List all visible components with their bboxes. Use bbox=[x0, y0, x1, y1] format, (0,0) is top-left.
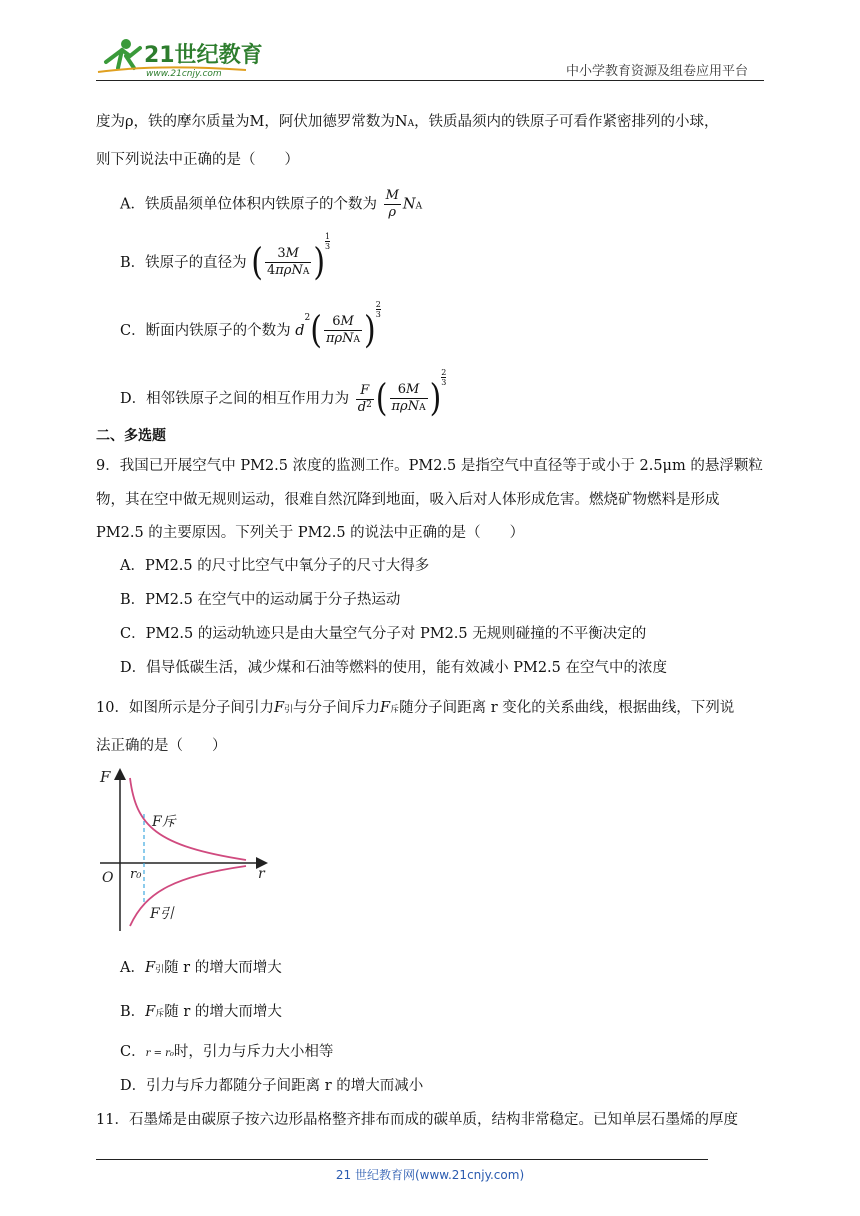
force-distance-graph bbox=[96, 766, 276, 936]
q9-option-d[interactable]: D．倡导低碳生活，减少煤和石油等燃料的使用，能有效减小 PM2.5 在空气中的浓度 bbox=[120, 660, 668, 676]
q8-line-1: 度为ρ，铁的摩尔质量为M，阿伏加德罗常数为NA，铁质晶须内的铁原子可看作紧密排列的小球， bbox=[96, 114, 719, 130]
repulsion-curve bbox=[130, 778, 246, 860]
site-logo bbox=[96, 34, 266, 80]
svg-text:www.21cnjy.com: www.21cnjy.com bbox=[146, 69, 222, 79]
platform-name: 中小学教育资源及组卷应用平台 bbox=[566, 64, 749, 79]
attraction-curve bbox=[130, 866, 246, 926]
section-heading-multi-choice: 二、多选题 bbox=[96, 428, 166, 444]
q10-option-d[interactable]: D．引力与斥力都随分子间距离 r 的增大而减小 bbox=[120, 1078, 424, 1094]
q8-option-d[interactable]: D．相邻铁原子之间的相互作用力为 $\frac{F}{d^2}$ ( $\frac{6M}{\text{πρNA}}$ ) $\frac{2}{3}$ bbox=[120, 368, 447, 421]
q8-option-c[interactable]: C．断面内铁原子的个数为 $d^2$( $\frac{6M}{\text{πρNA}}$ ) $\frac{2}{3}$ bbox=[120, 300, 381, 353]
q8-option-b[interactable]: B．铁原子的直径为 ( $\frac{3M}{\text{4πρNA}}$ ) $\frac{1}{3}$ bbox=[120, 232, 331, 285]
q8-option-a[interactable]: A．铁质晶须单位体积内铁原子的个数为 $\frac{M}{\rho}$ NA bbox=[120, 188, 423, 220]
repulsion-label: F斥 bbox=[152, 814, 176, 830]
origin-label: O bbox=[102, 870, 114, 886]
q9-line-3: PM2.5 的主要原因。下列关于 PM2.5 的说法中正确的是（ ） bbox=[96, 525, 525, 541]
q9-line-2: 物，其在空中做无规则运动，很难自然沉降到地面，吸入后对人体形成危害。燃烧矿物燃料是形成 bbox=[96, 492, 720, 508]
q11-line-1: 11．石墨烯是由碳原子按六边形晶格整齐排布而成的碳单质，结构非常稳定。已知单层石墨烯的厚度 bbox=[96, 1112, 738, 1128]
q10-option-b[interactable]: B．F斥随 r 的增大而增大 bbox=[120, 1004, 282, 1020]
q10-line-1: 10．如图所示是分子间引力F引与分子间斥力F斥随分子间距离 r 变化的关系曲线，根据曲线，下列说 bbox=[96, 700, 735, 716]
footer-link[interactable]: 21 世纪教育网(www.21cnjy.com) bbox=[335, 1168, 525, 1182]
q10-line-2: 法正确的是（ ） bbox=[96, 738, 227, 754]
q9-line-1: 9．我国已开展空气中 PM2.5 浓度的监测工作。PM2.5 是指空气中直径等于或小于 2.5μm 的悬浮颗粒 bbox=[96, 458, 763, 474]
q8-line-2: 则下列说法中正确的是（ ） bbox=[96, 152, 299, 168]
q9-option-a[interactable]: A．PM2.5 的尺寸比空气中氧分子的尺寸大得多 bbox=[120, 558, 430, 574]
f-axis-label: F bbox=[100, 768, 111, 786]
attraction-label: F引 bbox=[150, 906, 174, 922]
q9-option-c[interactable]: C．PM2.5 的运动轨迹只是由大量空气分子对 PM2.5 无规则碰撞的不平衡决定的 bbox=[120, 626, 647, 642]
q9-option-b[interactable]: B．PM2.5 在空气中的运动属于分子热运动 bbox=[120, 592, 401, 608]
r-axis-label: r bbox=[258, 866, 265, 882]
r0-label: r₀ bbox=[130, 867, 142, 882]
header-rule bbox=[96, 80, 764, 81]
footer-rule bbox=[96, 1159, 708, 1160]
q10-option-c[interactable]: C．r = r₀时，引力与斥力大小相等 bbox=[120, 1044, 334, 1060]
q10-option-a[interactable]: A．F引随 r 的增大而增大 bbox=[120, 960, 282, 976]
svg-text:21世纪教育: 21世纪教育 bbox=[144, 43, 263, 68]
